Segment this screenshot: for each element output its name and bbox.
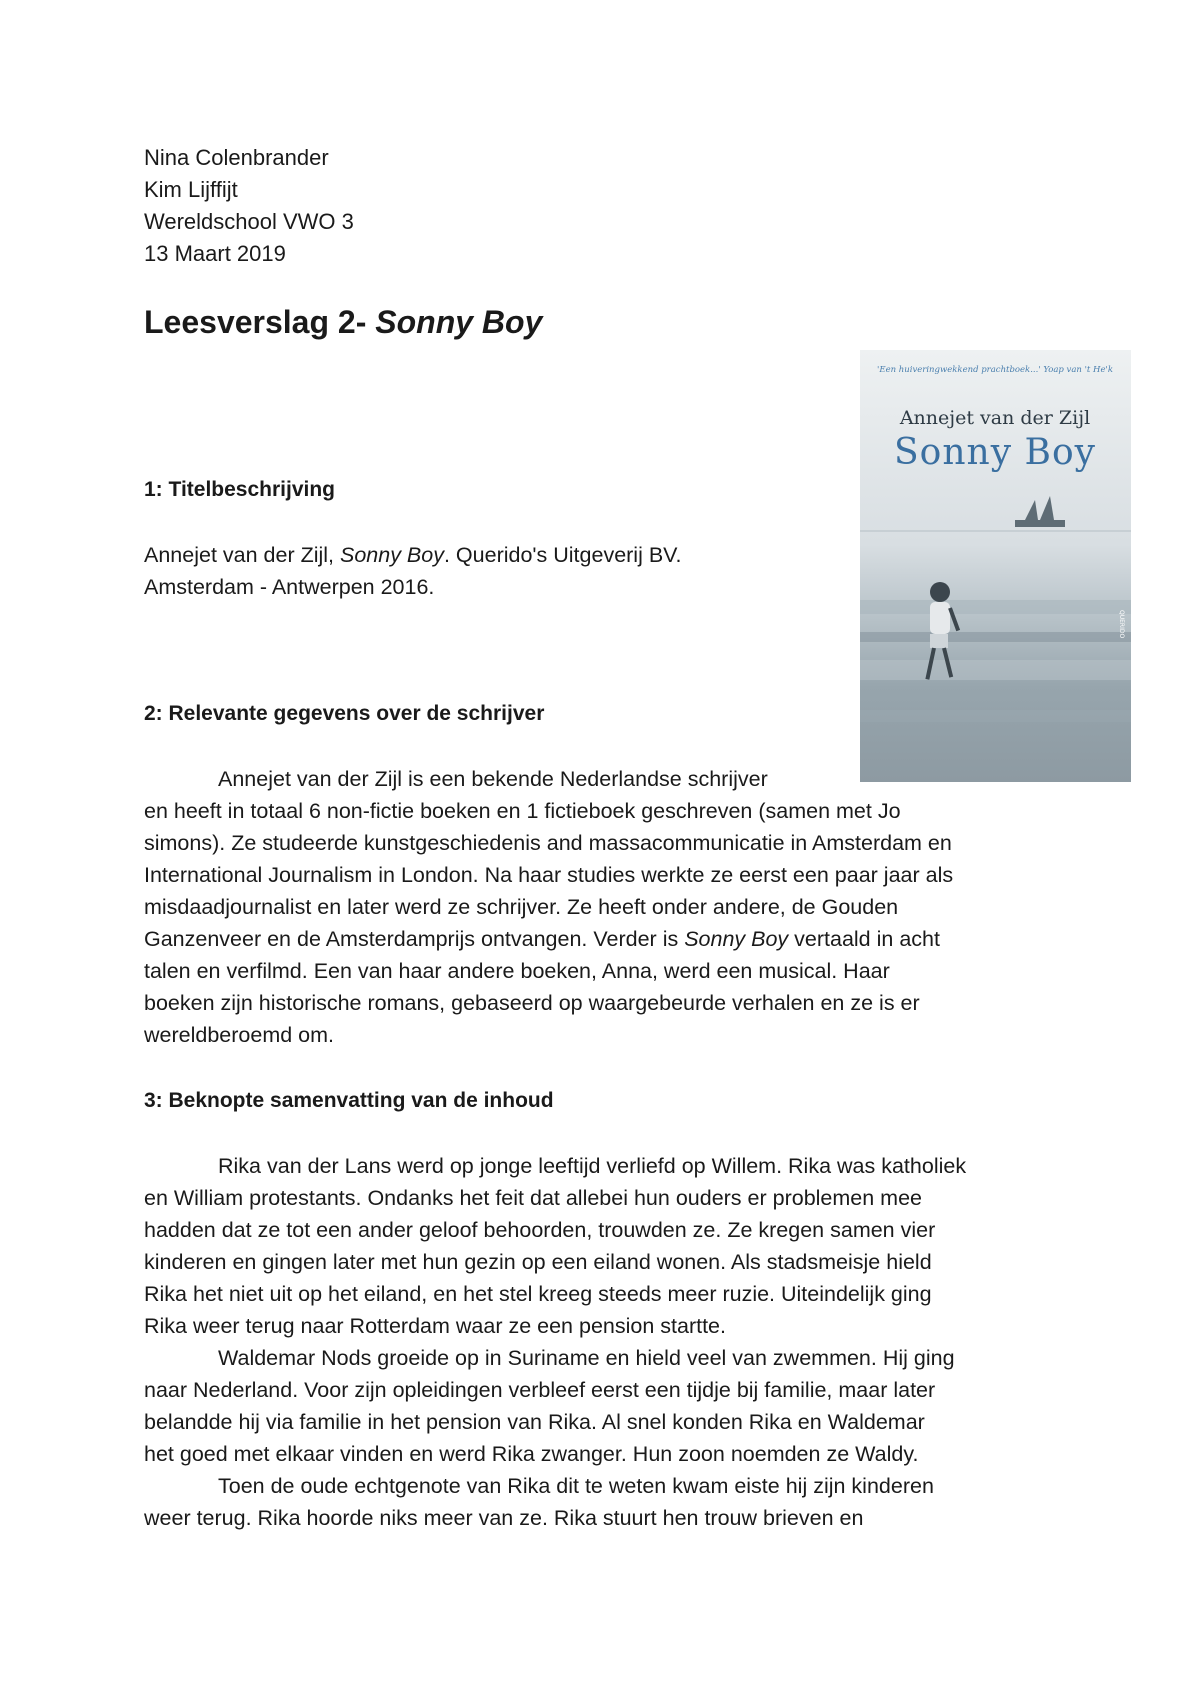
paragraph-line: Rika het niet uit op het eiland, en het stel kreeg steeds meer ruzie. Uiteindelijk ging — [144, 1282, 932, 1306]
paragraph-line: hadden dat ze tot een ander geloof behoorden, trouwden ze. Ze kregen samen vier — [144, 1218, 936, 1242]
citation-line — [144, 539, 1084, 571]
citation-text: . Querido's Uitgeverij BV. — [443, 543, 682, 567]
document-date: 13 Maart 2019 — [144, 241, 286, 266]
author-name: Nina Colenbrander — [144, 145, 329, 170]
section-heading-3: 3: Beknopte samenvatting van de inhoud — [144, 1089, 554, 1112]
section-2-body — [144, 763, 1084, 1051]
paragraph-line: Rika weer terug naar Rotterdam waar ze een pension startte. — [144, 1314, 726, 1338]
document-title — [144, 304, 542, 341]
paragraph-line: Toen de oude echtgenote van Rika dit te weten kwam eiste hij zijn kinderen — [218, 1474, 934, 1498]
cover-quote: 'Een huiveringwekkend prachtboek...' Yoap van 't He'k — [877, 365, 1113, 375]
paragraph-line: misdaadjournalist en later werd ze schrijver. Ze heeft onder andere, de Gouden — [144, 895, 899, 919]
section-3-body — [144, 1150, 1084, 1534]
section-heading-1: 1: Titelbeschrijving — [144, 478, 335, 501]
cover-spine-text: QUERIDO — [1118, 610, 1125, 639]
author-name: Kim Lijffijt — [144, 177, 238, 202]
book-title-italic: Sonny Boy — [684, 927, 789, 951]
section-heading-2: 2: Relevante gegevens over de schrijver — [144, 702, 545, 725]
title-book: Sonny Boy — [375, 304, 543, 340]
school-name: Wereldschool VWO 3 — [144, 209, 354, 234]
paragraph-line: belandde hij via familie in het pension van Rika. Al snel konden Rika en Waldemar — [144, 1410, 925, 1434]
paragraph-line: en William protestants. Ondanks het feit dat allebei hun ouders er problemen mee — [144, 1186, 923, 1210]
paragraph-line: het goed met elkaar vinden en werd Rika zwanger. Hun zoon noemden ze Waldy. — [144, 1442, 919, 1466]
paragraph-line: en heeft in totaal 6 non-fictie boeken en 1 fictieboek geschreven (samen met Jo — [144, 799, 901, 823]
title-prefix: Leesverslag 2- — [144, 304, 376, 340]
paragraph-line: International Journalism in London. Na haar studies werkte ze eerst een paar jaar als — [144, 863, 954, 887]
paragraph-line — [144, 923, 1084, 955]
cover-title: Sonny Boy — [894, 432, 1096, 473]
paragraph-line: Rika van der Lans werd op jonge leeftijd verliefd op Willem. Rika was katholiek — [218, 1154, 967, 1178]
citation-text: Annejet van der Zijl, — [144, 543, 340, 567]
paragraph-line: talen en verfilmd. Een van haar andere boeken, Anna, werd een musical. Haar — [144, 959, 890, 983]
paragraph-line: Waldemar Nods groeide op in Suriname en hield veel van zwemmen. Hij ging — [218, 1346, 955, 1370]
paragraph-line: naar Nederland. Voor zijn opleidingen verbleef eerst een tijdje bij familie, maar later — [144, 1378, 936, 1402]
paragraph-line: simons). Ze studeerde kunstgeschiedenis and massacommunicatie in Amsterdam en — [144, 831, 952, 855]
paragraph-line: wereldberoemd om. — [144, 1023, 335, 1047]
paragraph-line: Annejet van der Zijl is een bekende Nederlandse schrijver — [218, 767, 768, 791]
paragraph-text: Ganzenveer en de Amsterdamprijs ontvangen. Verder is — [144, 927, 685, 951]
citation-book-title: Sonny Boy — [340, 543, 444, 567]
section-1-body — [144, 539, 1084, 603]
paragraph-line: weer terug. Rika hoorde niks meer van ze. Rika stuurt hen trouw brieven en — [144, 1506, 864, 1530]
citation-line: Amsterdam - Antwerpen 2016. — [144, 575, 435, 599]
paragraph-line: boeken zijn historische romans, gebaseerd op waargebeurde verhalen en ze is er — [144, 991, 920, 1015]
document-header — [144, 142, 354, 270]
cover-author: Annejet van der Zijl — [899, 407, 1091, 429]
paragraph-line: kinderen en gingen later met hun gezin op een eiland wonen. Als stadsmeisje hield — [144, 1250, 932, 1274]
paragraph-text: vertaald in acht — [788, 927, 940, 951]
